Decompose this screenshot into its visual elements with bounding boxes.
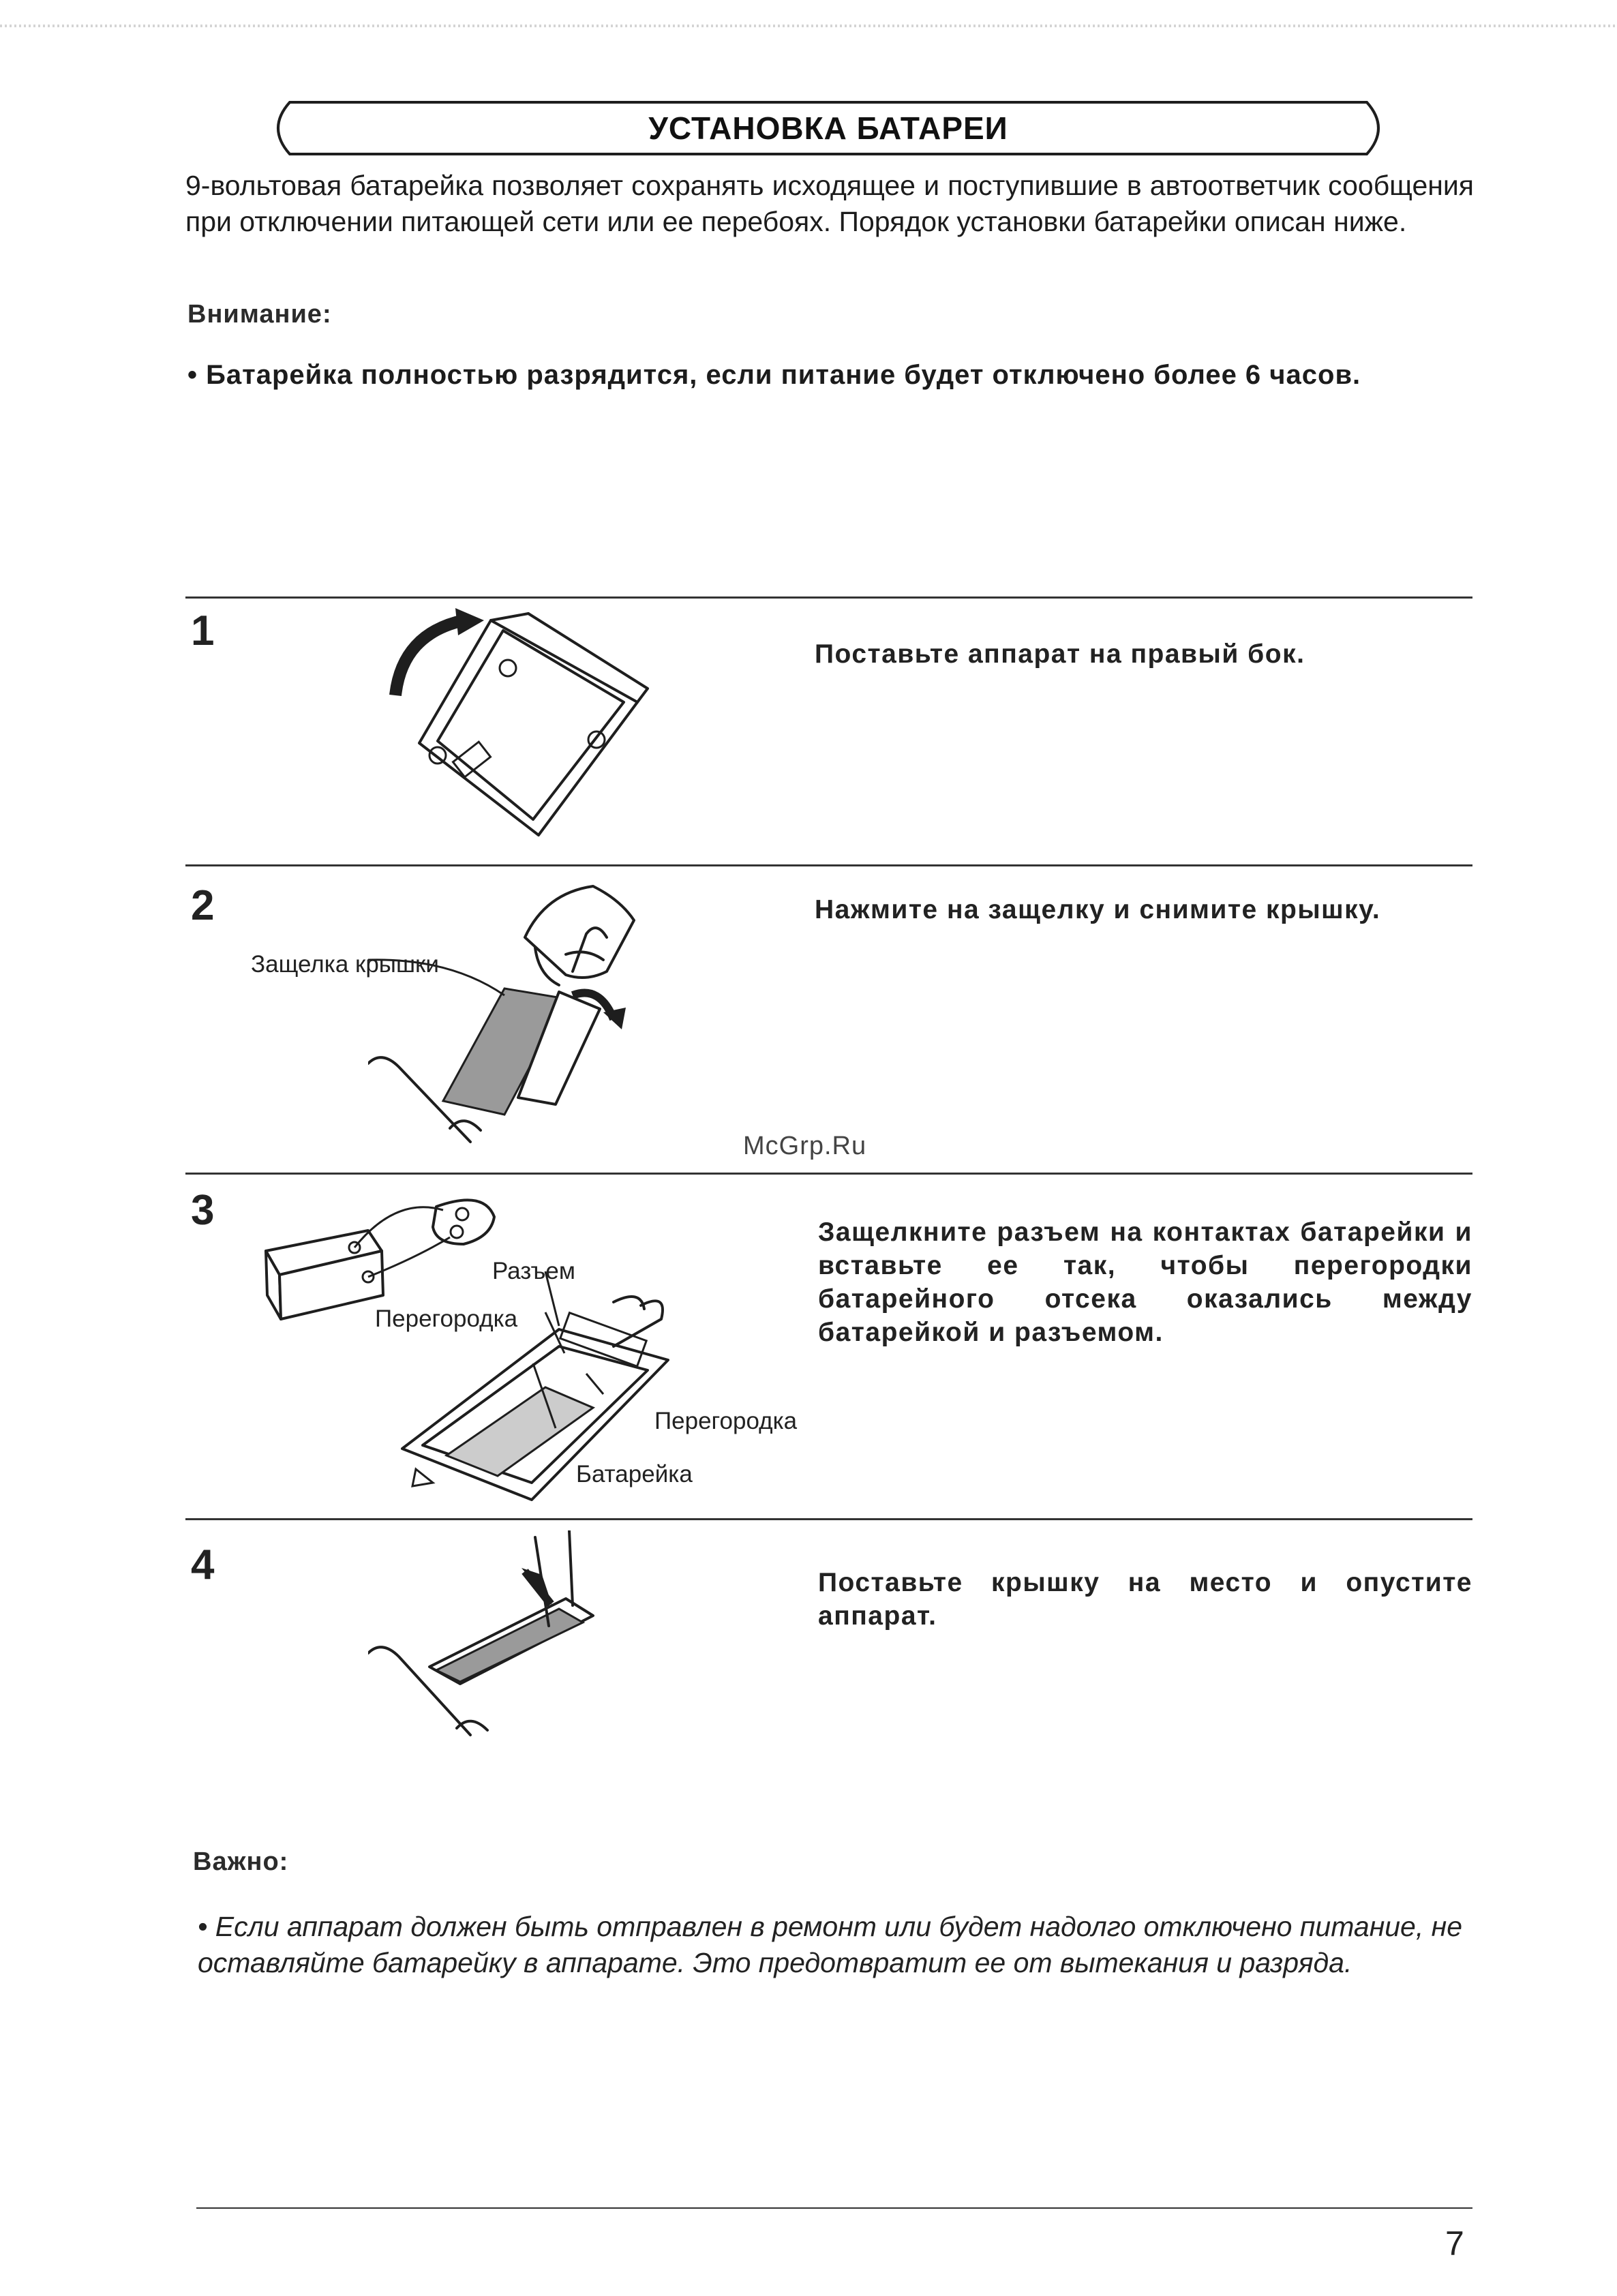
attention-label: Внимание: bbox=[187, 300, 332, 329]
callout-latch: Защелка крышки bbox=[251, 951, 439, 978]
step-4-text: Поставьте крышку на место и опустите аппарат. bbox=[818, 1568, 1472, 1631]
step-4-illustration bbox=[368, 1530, 661, 1755]
page-number: 7 bbox=[1445, 2224, 1464, 2263]
intro-paragraph: 9-вольтовая батарейка позволяет сохранять исходящее и поступившие в автоответчик сообщения при отключении питающей сети или ее перебоях. Порядок установки батарейки описан ниже. bbox=[185, 170, 1474, 237]
step-3-number: 3 bbox=[191, 1187, 215, 1234]
callout-connector: Разъем bbox=[492, 1258, 575, 1284]
step-1-number: 1 bbox=[191, 607, 215, 654]
important-item: • Если аппарат должен быть отправлен в ремонт или будет надолго отключено питание, не оставляйте батарейку в аппарате. Это предотвратит ее от вытекания и разряда. bbox=[198, 1911, 1463, 1978]
step-2-text: Нажмите на защелку и снимите крышку. bbox=[815, 895, 1381, 924]
footer-rule bbox=[196, 2207, 1472, 2209]
callout-partition-left: Перегородка bbox=[375, 1305, 518, 1332]
step-divider-3 bbox=[185, 1173, 1472, 1175]
step-1-illustration bbox=[382, 600, 654, 845]
step-1-text: Поставьте аппарат на правый бок. bbox=[815, 639, 1305, 669]
page-title: УСТАНОВКА БАТАРЕИ bbox=[648, 110, 1008, 146]
step-2-illustration bbox=[368, 873, 654, 1159]
attention-item: • Батарейка полностью разрядится, если питание будет отключено более 6 часов. bbox=[187, 360, 1361, 390]
step-3-illustration bbox=[259, 1183, 682, 1503]
step-divider-4 bbox=[185, 1518, 1472, 1520]
important-label: Важно: bbox=[193, 1847, 289, 1876]
step-divider-2 bbox=[185, 864, 1472, 866]
watermark: McGrp.Ru bbox=[743, 1132, 867, 1160]
step-2-number: 2 bbox=[191, 882, 215, 929]
step-divider-1 bbox=[185, 596, 1472, 599]
step-4-number: 4 bbox=[191, 1541, 215, 1588]
callout-battery: Батарейка bbox=[576, 1461, 693, 1487]
scan-noise-strip bbox=[0, 25, 1617, 27]
step-3-text: Защелкните разъем на контактах батарейки и вставьте ее так, чтобы перегородки батарейного отсека оказались между батарейкой и разъемом. bbox=[818, 1218, 1472, 1347]
callout-partition-right: Перегородка bbox=[654, 1408, 798, 1434]
